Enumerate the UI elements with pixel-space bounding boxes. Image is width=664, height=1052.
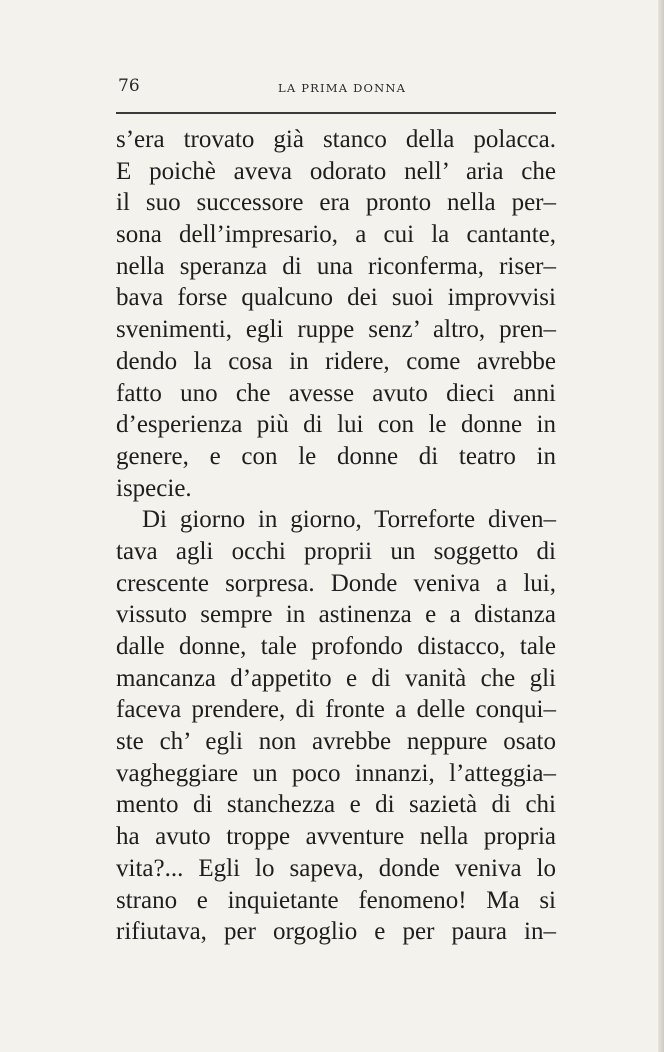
text-line: mento di stanchezza e di sazietà di chi (116, 791, 556, 819)
text-line: Di giorno in giorno, Torreforte diven– (142, 506, 556, 534)
text-line: crescente sorpresa. Donde veniva a lui, (116, 569, 556, 597)
text-line: d’esperienza più di lui con le donne in (116, 411, 556, 439)
text-line: dendo la cosa in ridere, come avrebbe (116, 347, 556, 375)
text-line: fatto uno che avesse avuto dieci anni (116, 379, 556, 407)
text-line: vissuto sempre in astinenza e a distanza (116, 601, 556, 629)
text-line: strano e inquietante fenomeno! Ma si (116, 886, 556, 914)
text-line: tava agli occhi proprii un soggetto di (116, 537, 556, 565)
header-rule (116, 112, 556, 114)
page-header (118, 76, 548, 98)
text-line: s’era trovato già stanco della polacca. (116, 126, 556, 153)
text-line: nella speranza di una riconferma, riser– (116, 252, 556, 280)
text-line: E poichè aveva odorato nell’ aria che (116, 157, 556, 185)
text-line: ha avuto troppe avventure nella propria (116, 823, 556, 851)
text-line: rifiutava, per orgoglio e per paura in– (116, 918, 556, 946)
text-line: ispecie. (116, 474, 192, 502)
text-line: dalle donne, tale profondo distacco, tale (116, 633, 556, 660)
text-line: genere, e con le donne di teatro in (116, 442, 556, 470)
running-title: LA PRIMA DONNA (278, 81, 407, 95)
page-number: 76 (118, 76, 140, 96)
text-line: vita?... Egli lo sapeva, donde veniva lo (116, 854, 556, 882)
text-line: faceva prendere, di fronte a delle conqui– (116, 696, 556, 724)
text-line: sona dell’impresario, a cui la cantante, (116, 221, 556, 249)
text-line: svenimenti, egli ruppe senz’ altro, pren– (116, 316, 556, 344)
text-line: vagheggiare un poco innanzi, l’atteggia– (116, 759, 556, 787)
text-line: ste ch’ egli non avrebbe neppure osato (116, 728, 556, 756)
text-line: bava forse qualcuno dei suoi improvvisi (116, 284, 556, 312)
body-text (116, 124, 556, 948)
text-line: mancanza d’appetito e di vanità che gli (116, 664, 556, 692)
page-edge-shadow (658, 0, 664, 1052)
text-line: il suo successore era pronto nella per– (116, 189, 556, 217)
